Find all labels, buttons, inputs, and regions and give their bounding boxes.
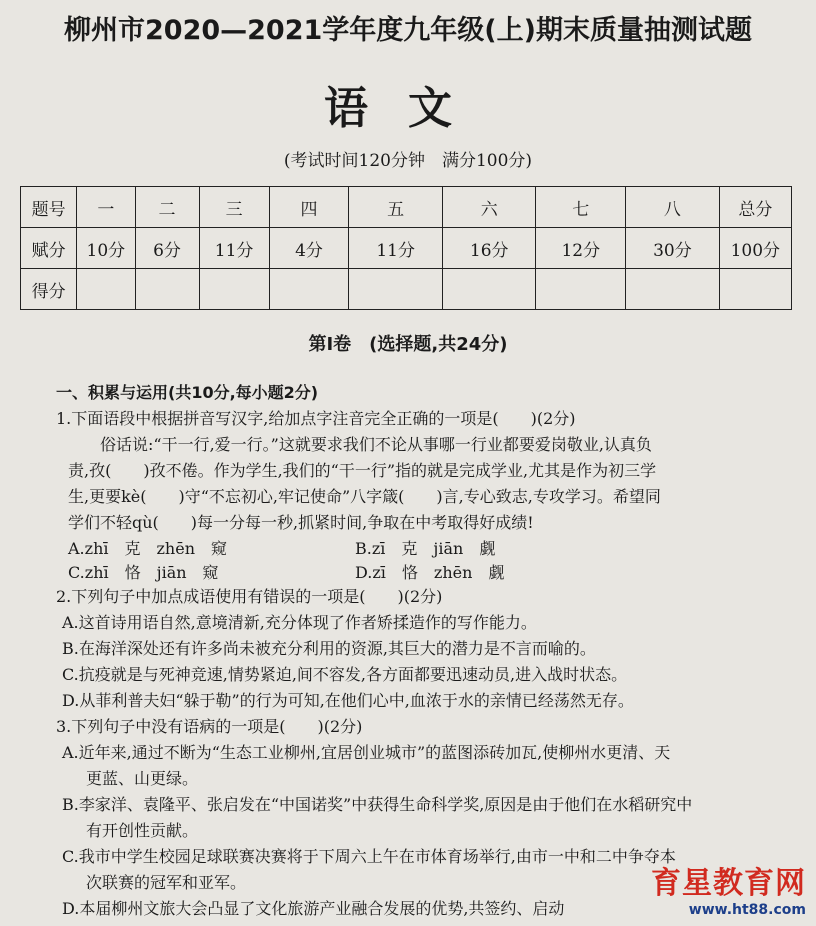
passage-line: 生,更要kè( )守“不忘初心,牢记使命”八字箴( )言,专心致志,专攻学习。希望同 [68,487,661,506]
table-cell [135,269,199,310]
option-c: C.zhī 恪 jiān 窥 [68,563,219,582]
option-a: A.这首诗用语自然,意境清新,充分体现了作者矫揉造作的写作能力。 [62,613,537,632]
table-cell: 100分 [719,228,791,269]
table-cell: 总分 [719,187,791,228]
passage-line: 学们不轻qù( )每一分每一秒,抓紧时间,争取在中考取得好成绩! [68,513,534,532]
option-c: C.抗疫就是与死神竞速,情势紧迫,间不容发,各方面都要迅速动员,进入战时状态。 [62,665,628,684]
table-cell: 10分 [77,228,135,269]
table-cell [349,269,443,310]
option-b: B.zī 克 jiān 觑 [355,539,496,558]
table-cell: 6分 [135,228,199,269]
option-b: B.在海洋深处还有许多尚未被充分利用的资源,其巨大的潜力是不言而喻的。 [62,639,596,658]
subject-title: 语文 [324,83,492,134]
option-c-continued: 次联赛的冠军和亚军。 [86,873,247,892]
option-b-continued: 有开创性贡献。 [86,821,199,840]
table-cell: 赋分 [21,228,77,269]
table-cell: 题号 [21,187,77,228]
option-a: A.zhī 克 zhēn 窥 [68,539,228,558]
option-a-continued: 更蓝、山更绿。 [86,769,199,788]
table-cell: 八 [626,187,720,228]
passage-line: 责,孜( )孜不倦。作为学生,我们的“干一行”指的就是完成学业,尤其是作为初三学 [68,461,657,480]
score-table-row [21,187,792,228]
option-d: D.zī 恪 zhēn 觑 [355,563,505,582]
question-3-stem: 3.下列句子中没有语病的一项是( )(2分) [56,717,363,736]
table-cell: 二 [135,187,199,228]
table-cell [626,269,720,310]
score-table-row [21,228,792,269]
question-1-stem: 1.下面语段中根据拼音写汉字,给加点字注音完全正确的一项是( )(2分) [56,409,576,428]
table-cell: 一 [77,187,135,228]
section-heading: 一、积累与运用(共10分,每小题2分) [56,383,319,402]
table-cell [719,269,791,310]
table-cell: 12分 [536,228,626,269]
watermark-title: 育星教育网 [651,866,806,901]
table-cell: 11分 [349,228,443,269]
option-d: D.本届柳州文旅大会凸显了文化旅游产业融合发展的优势,共签约、启动 [62,899,565,918]
question-2-stem: 2.下列句子中加点成语使用有错误的一项是( )(2分) [56,587,443,606]
table-cell: 七 [536,187,626,228]
score-table-row [21,269,792,310]
exam-time-note: (考试时间120分钟 满分100分) [283,151,533,171]
table-cell [269,269,349,310]
option-d: D.从菲利普夫妇“躲于勒”的行为可知,在他们心中,血浓于水的亲情已经荡然无存。 [62,691,634,710]
passage-line: 俗话说:“干一行,爱一行。”这就要求我们不论从事哪一行业都要爱岗敬业,认真负 [100,435,652,454]
table-cell: 11分 [199,228,269,269]
table-cell: 16分 [442,228,536,269]
table-cell: 六 [442,187,536,228]
table-cell: 得分 [21,269,77,310]
table-cell [536,269,626,310]
table-cell: 30分 [626,228,720,269]
table-cell: 五 [349,187,443,228]
part-title: 第Ⅰ卷 (选择题,共24分) [308,334,508,355]
table-cell: 四 [269,187,349,228]
watermark-url: www.ht88.com [688,902,806,918]
table-cell: 三 [199,187,269,228]
option-a: A.近年来,通过不断为“生态工业柳州,宜居创业城市”的蓝图添砖加瓦,使柳州水更清、天 [62,743,671,762]
table-cell [77,269,135,310]
table-cell: 4分 [269,228,349,269]
option-b: B.李家洋、袁隆平、张启发在“中国诺奖”中获得生命科学奖,原因是由于他们在水稻研究中 [62,795,693,814]
table-cell [442,269,536,310]
table-cell [199,269,269,310]
exam-title: 柳州市2020—2021学年度九年级(上)期末质量抽测试题 [64,15,752,46]
watermark [651,858,806,918]
score-table [20,186,792,310]
option-c: C.我市中学生校园足球联赛决赛将于下周六上午在市体育场举行,由市一中和二中争夺本 [62,847,676,866]
